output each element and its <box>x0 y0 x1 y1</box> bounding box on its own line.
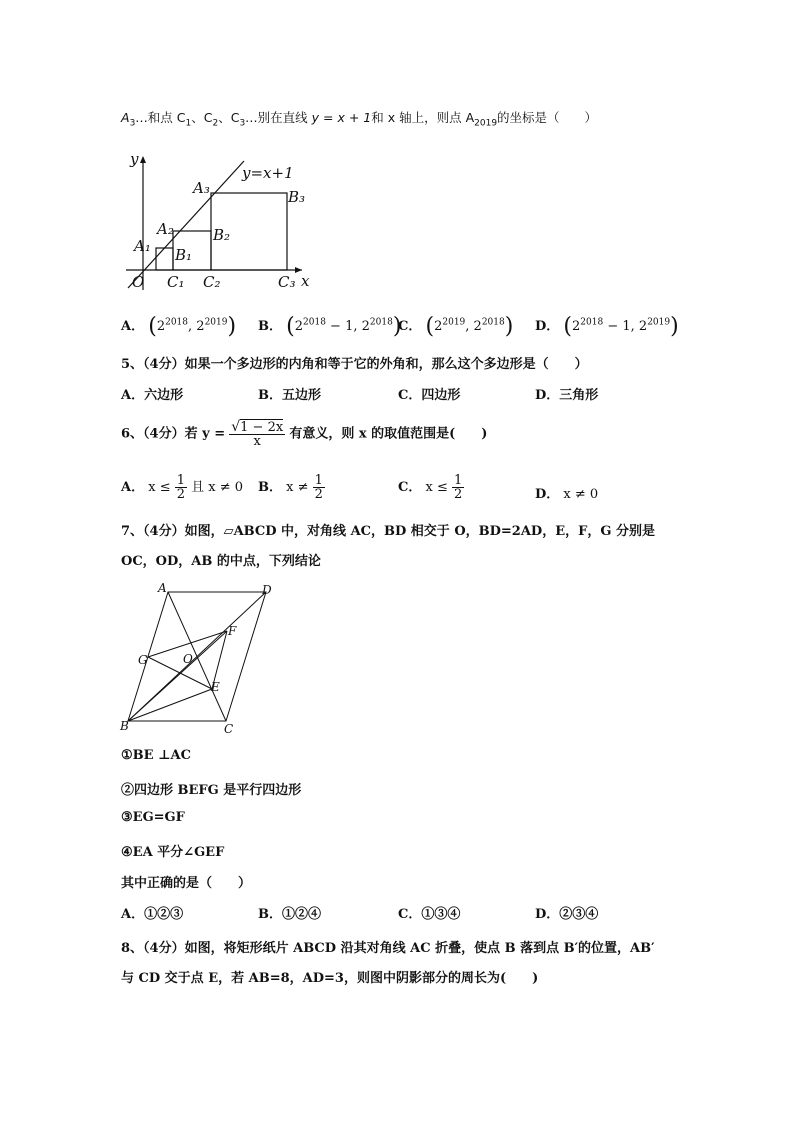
label-B: B <box>120 719 129 733</box>
label-y: y <box>130 150 139 168</box>
q4-stem: $A_3\dots$和点 $C_1$、$C_2$、$C_3\dots$别在直线 y = x + 1和 x 轴上，则点 $A_{2019}$的坐标是（ ） <box>121 110 598 129</box>
q4-option-c[interactable]: C． ($2^{2019}$, $2^{2018}$) <box>398 314 514 339</box>
label-A1: A₁ <box>134 237 151 255</box>
q6-stem: 6、（4分）若 y = $\frac{√1 - 2x}{x}$ 有意义，则 x 的取值范围是( ) <box>121 419 488 449</box>
q8-stem-line2: 与 CD 交于点 E，若 AB=8，AD=3，则图中阴影部分的周长为( ) <box>121 971 539 986</box>
q6-option-a[interactable]: A． x ≤ $\frac{1}{2}$ 且 x ≠ 0 <box>121 473 244 502</box>
label-B1: B₁ <box>175 246 193 264</box>
y-arrow-icon <box>140 156 146 163</box>
q4-option-a[interactable]: A． ($2^{2018}$, $2^{2019}$) <box>121 314 237 339</box>
square-1 <box>156 248 173 270</box>
q7-conclusion-4: ④EA 平分∠GEF <box>121 845 225 860</box>
label-B3: B₃ <box>288 188 306 206</box>
q7-option-d[interactable]: D．②③④ <box>535 907 599 922</box>
label-C1: C₁ <box>167 273 185 290</box>
q8-stem-line1: 8、（4分）如图，将矩形纸片 ABCD 沿其对角线 AC 折叠，使点 B 落到点 B′的位置，AB′ <box>121 941 655 956</box>
q4-option-b[interactable]: B． ($2^{2018} - 1$, $2^{2018}$) <box>258 314 402 339</box>
q7-figure <box>116 580 286 738</box>
q5-option-b[interactable]: B．五边形 <box>258 388 321 403</box>
label-O: O <box>183 652 193 666</box>
label-O: O <box>132 273 145 290</box>
q7-stem-line1: 7、（4分）如图，▱ABCD 中，对角线 AC，BD 相交于 O，BD=2AD，E，F，G 分别是 <box>121 524 655 539</box>
label-C: C <box>224 722 234 736</box>
label-E: E <box>211 680 220 694</box>
label-A3: A₃ <box>193 179 210 197</box>
label-A2: A₂ <box>157 220 174 238</box>
q7-conclusion-3: ③EG=GF <box>121 810 185 825</box>
q7-question: 其中正确的是（ ） <box>121 876 252 891</box>
q5-stem: 5、（4分）如果一个多边形的内角和等于它的外角和，那么这个多边形是（ ） <box>121 357 588 372</box>
q7-option-b[interactable]: B．①②④ <box>258 907 321 922</box>
segment-BF <box>128 631 227 721</box>
q7-stem-line2: OC，OD，AB 的中点，下列结论 <box>121 554 321 569</box>
segment-BE <box>128 689 212 721</box>
q6-option-c[interactable]: C． x ≤ $\frac{1}{2}$ <box>398 473 463 502</box>
label-F: F <box>228 624 237 638</box>
q7-conclusion-1: ①BE ⊥AC <box>121 748 191 763</box>
q5-option-d[interactable]: D．三角形 <box>535 388 599 403</box>
q5-option-a[interactable]: A．六边形 <box>121 388 184 403</box>
line-y-x-plus-1 <box>128 161 244 288</box>
label-B2: B₂ <box>213 226 231 244</box>
label-A: A <box>158 581 167 595</box>
label-x: x <box>301 272 310 290</box>
label-line: y=x+1 <box>242 164 294 182</box>
label-D: D <box>262 583 272 597</box>
q4-figure <box>126 148 326 290</box>
q6-option-d[interactable]: D． x ≠ 0 <box>535 487 599 502</box>
q7-conclusion-2: ②四边形 BEFG 是平行四边形 <box>121 783 302 798</box>
q7-option-c[interactable]: C．①③④ <box>398 907 461 922</box>
label-C3: C₃ <box>278 273 296 290</box>
q6-option-b[interactable]: B． x ≠ $\frac{1}{2}$ <box>258 473 323 502</box>
label-G: G <box>138 653 148 667</box>
segment-GE <box>148 657 212 689</box>
q7-option-a[interactable]: A．①②③ <box>121 907 184 922</box>
q6-fraction: $\frac{√1 - 2x}{x}$ <box>231 419 284 449</box>
q5-option-c[interactable]: C．四边形 <box>398 388 461 403</box>
q4-option-d[interactable]: D． ($2^{2018} - 1$, $2^{2019}$) <box>535 314 679 339</box>
label-C2: C₂ <box>203 273 221 290</box>
